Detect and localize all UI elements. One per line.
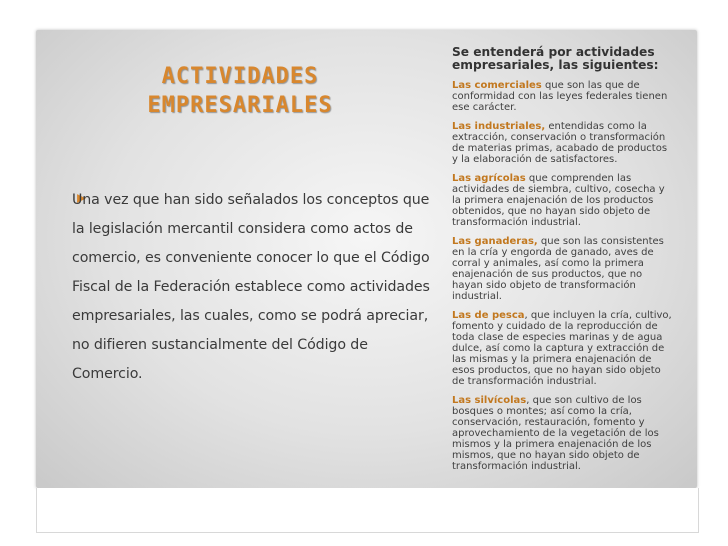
- right-column: [452, 46, 674, 480]
- item-label: Las silvícolas: [452, 395, 527, 406]
- item-text: que son las que de conformidad con las leyes federales tienen ese carácter.: [452, 80, 668, 113]
- right-heading: Se entenderá por actividades empresariales, las siguientes:: [452, 45, 659, 72]
- list-item: [452, 173, 674, 228]
- list-item: [452, 236, 674, 302]
- item-label: Las industriales,: [452, 121, 546, 132]
- item-label: Las comerciales: [452, 80, 542, 91]
- item-text: que son las consistentes en la cría y engorda de ganado, aves de corral y animales, así como la primera enajenación de sus productos, que no hayan sido objeto de transformación industrial.: [452, 236, 664, 302]
- list-item: [452, 395, 674, 472]
- item-label: Las de pesca: [452, 310, 525, 321]
- footer-panel: [36, 488, 699, 533]
- slide-title: [60, 62, 420, 120]
- list-item: [452, 121, 674, 165]
- title-line-2: EMPRESARIALES: [147, 93, 333, 118]
- list-item: [452, 310, 674, 387]
- title-line-1: ACTIVIDADES: [161, 64, 319, 89]
- item-text: que comprenden las actividades de siembra, cultivo, cosecha y la primera enajenación de los productos obtenidos, que no hayan sido objeto de transformación industrial.: [452, 173, 665, 228]
- item-text: entendidas como la extracción, conservación o transformación de materias primas, acabado de productos y la elaboración de satisfactores.: [452, 121, 668, 165]
- item-label: Las agrícolas: [452, 173, 526, 184]
- item-text: , que son cultivo de los bosques o montes; así como la cría, conservación, restauración, fomento y aprovechamiento de la vegetación de los mismos y la primera enajenación de los mismos, que no hayan sido objeto de transformación industrial.: [452, 395, 659, 472]
- body-paragraph: [72, 186, 440, 389]
- item-text: , que incluyen la cría, cultivo, fomento y cuidado de la reproducción de toda clase de especies marinas y de agua dulce, así como la captura y extracción de las mismas y la primera enajenación de esos productos, que no hayan sido objeto de transformación industrial.: [452, 310, 672, 387]
- item-label: Las ganaderas,: [452, 236, 538, 247]
- list-item: [452, 80, 674, 113]
- body-text: Una vez que han sido señalados los conceptos que la legislación mercantil considera como actos de comercio, es conveniente conocer lo que el Código Fiscal de la Federación establece como actividades empresariales, las cuales, como se podrá apreciar, no difieren sustancialmente del Código de Comercio.: [72, 192, 430, 382]
